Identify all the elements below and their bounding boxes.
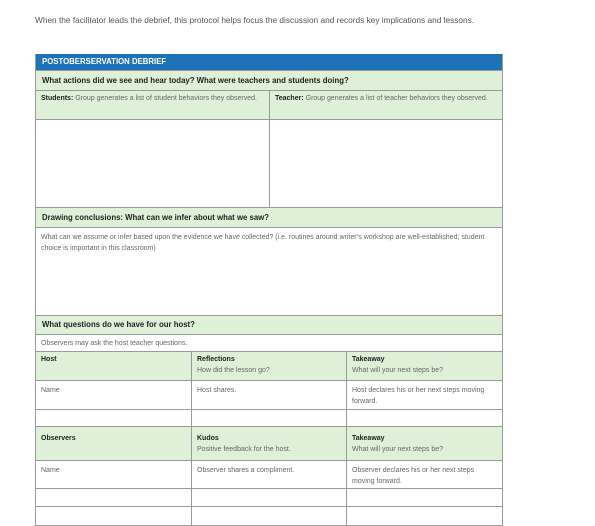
observer-shares-cell[interactable] (192, 461, 347, 489)
observers-label: Observers (41, 435, 76, 442)
students-label: Students: (41, 95, 74, 102)
observer-name-cell[interactable] (36, 461, 191, 489)
questions-text: Observers may ask the host teacher questions. (41, 340, 188, 347)
host-takeaway-title: Takeaway (352, 356, 385, 363)
reflections-title: Reflections (197, 356, 235, 363)
host-col1-header (36, 352, 191, 380)
kudos-subtitle: Positive feedback for the host. (197, 446, 291, 453)
host-declares-text: Host declares his or her next steps moving forward. (352, 387, 485, 405)
observers-takeaway-title: Takeaway (352, 435, 385, 442)
questions-cell[interactable] (36, 335, 502, 352)
teacher-writing-area[interactable] (270, 120, 502, 207)
divider (346, 427, 347, 526)
observer-name-label: Name (41, 467, 60, 474)
teacher-text: Group generates a list of teacher behaviors they observed. (305, 95, 488, 102)
kudos-title: Kudos (197, 435, 219, 442)
host-shares-cell[interactable] (192, 381, 347, 409)
section-actions-heading: What actions did we see and hear today? What were teachers and students doing? (36, 70, 502, 90)
observer-shares-text: Observer shares a compliment. (197, 467, 295, 474)
students-writing-area[interactable] (36, 120, 269, 207)
host-shares-text: Host shares. (197, 387, 237, 394)
divider (191, 352, 192, 427)
debrief-form (35, 54, 503, 526)
host-label: Host (41, 356, 57, 363)
kudos-header (192, 431, 347, 460)
conclusions-cell[interactable] (36, 228, 502, 316)
host-blank-row[interactable] (36, 410, 502, 427)
students-cell (36, 91, 269, 119)
conclusions-text: What can we assume or infer based upon the evidence we have collected? (i.e. routines around writer’s workshop are well-established; student choice is important in this classroom) (41, 234, 485, 252)
reflections-header (192, 352, 347, 380)
observer-blank-row-2[interactable] (36, 507, 502, 526)
host-takeaway-subtitle: What will your next steps be? (352, 367, 444, 374)
host-name-label: Name (41, 387, 60, 394)
students-text: Group generates a list of student behaviors they observed. (75, 95, 257, 102)
divider (346, 352, 347, 427)
host-declares-cell[interactable] (347, 381, 502, 409)
host-takeaway-header (347, 352, 502, 380)
section-questions-heading: What questions do we have for our host? (36, 315, 502, 334)
observers-takeaway-subtitle: What will your next steps be? (352, 446, 444, 453)
observer-declares-cell[interactable] (347, 461, 502, 489)
host-name-cell[interactable] (36, 381, 191, 409)
observers-col1-header (36, 431, 191, 460)
observer-declares-text: Observer declares his or her next steps moving forward. (352, 467, 475, 485)
section-conclusions-heading: Drawing conclusions: What can we infer about what we saw? (36, 207, 502, 227)
teacher-cell (270, 91, 502, 119)
observers-takeaway-header (347, 431, 502, 460)
observer-blank-row-1[interactable] (36, 489, 502, 507)
intro-text: When the facilitator leads the debrief, this protocol helps focus the discussion and records key implications and lessons. (35, 15, 475, 25)
teacher-label: Teacher: (275, 95, 304, 102)
divider (191, 427, 192, 526)
reflections-subtitle: How did the lesson go? (197, 367, 270, 374)
form-header: POSTOBERSERVATION DEBRIEF (36, 54, 502, 70)
